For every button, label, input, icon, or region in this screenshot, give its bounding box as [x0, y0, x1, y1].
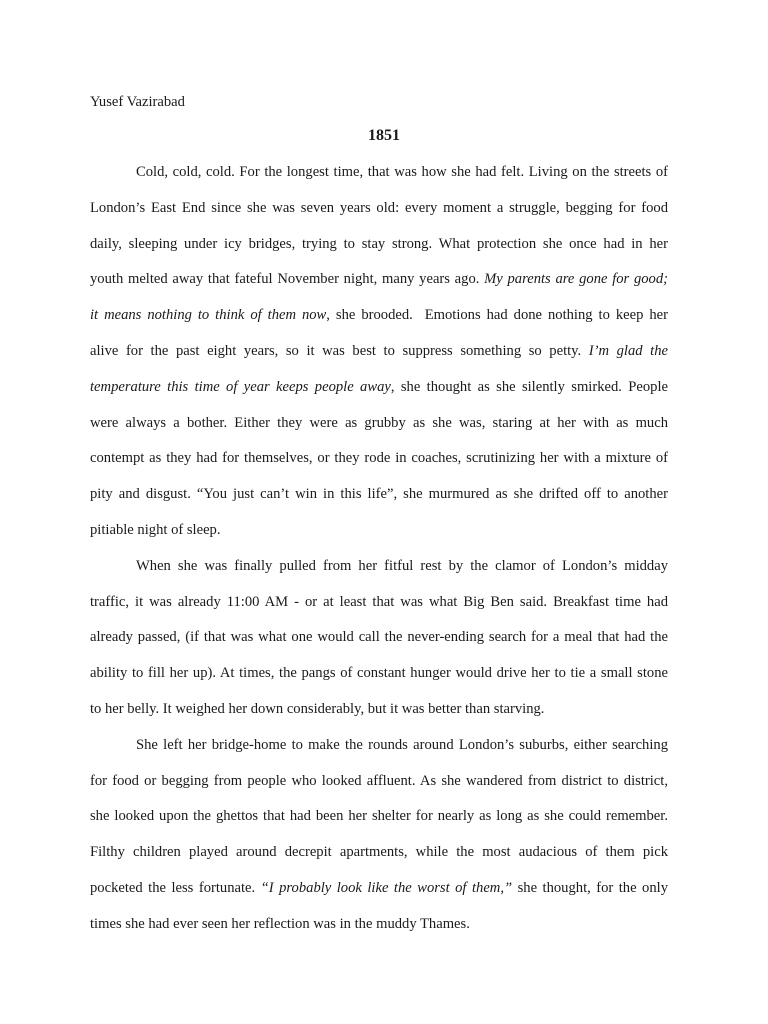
text-line: [136, 161, 668, 183]
text-segment: she looked upon the ghettos that had been her shelter for nearly as long as she could remember.: [90, 808, 668, 825]
text-segment: London’s East End since she was seven years old: every moment a struggle, begging for food: [90, 199, 668, 216]
italic-text: temperature this time of year keeps people away: [90, 378, 391, 395]
text-segment: she thought, for the only: [512, 880, 669, 896]
text-line: [90, 233, 668, 255]
text-line: [90, 483, 668, 505]
text-segment: pocketed the less fortunate.: [90, 880, 261, 896]
text-segment: to her belly. It weighed her down considerably, but it was better than starving.: [90, 701, 545, 717]
italic-text: I’m glad the: [588, 343, 668, 359]
text-segment: pitiable night of sleep.: [90, 522, 221, 538]
text-line: [90, 340, 668, 362]
author-name: Yusef Vazirabad: [90, 94, 185, 110]
text-line: [90, 376, 668, 398]
text-segment: youth melted away that fateful November night, many years ago.: [90, 271, 485, 288]
text-line: [136, 555, 668, 577]
text-line: [90, 519, 221, 541]
text-line: [90, 841, 668, 863]
italic-text: it means nothing to think of them now: [90, 307, 327, 324]
text-segment: pity and disgust. “You just can’t win in this life”, she murmured as she drifted off to another: [90, 486, 668, 503]
text-segment: for food or begging from people who looked affluent. As she wandered from district to district,: [90, 772, 668, 789]
text-segment: She left her bridge-home to make the rounds around London’s suburbs, either searching: [136, 736, 668, 753]
text-line: [90, 197, 668, 219]
text-segment: daily, sleeping under icy bridges, trying to stay strong. What protection she once had in her: [90, 235, 668, 252]
text-line: [90, 626, 668, 648]
text-line: [90, 447, 668, 469]
text-segment: times she had ever seen her reflection was in the muddy Thames.: [90, 915, 470, 932]
text-line: [90, 877, 668, 899]
text-segment: Filthy children played around decrepit apartments, while the most audacious of them pick: [90, 844, 668, 861]
text-segment: , she brooded. Emotions had done nothing to keep her: [326, 307, 668, 324]
text-line: [90, 304, 668, 326]
text-segment: already passed, (if that was what one would call the never-ending search for a meal that had the: [90, 629, 668, 646]
text-segment: were always a bother. Either they were as grubby as she was, staring at her with as much: [90, 414, 668, 431]
document-title: 1851: [368, 127, 400, 144]
text-segment: contempt as they had for themselves, or they rode in coaches, scrutinizing her with a mixture of: [90, 450, 668, 467]
text-line: [90, 412, 668, 434]
text-segment: When she was finally pulled from her fitful rest by the clamor of London’s midday: [136, 557, 668, 574]
text-line: [90, 268, 668, 290]
text-line: [90, 805, 668, 827]
text-segment: Cold, cold, cold. For the longest time, that was how she had felt. Living on the streets of: [136, 164, 668, 180]
italic-text: My parents are gone for good;: [484, 271, 668, 288]
text-segment: traffic, it was already 11:00 AM - or at least that was what Big Ben said. Breakfast time had: [90, 593, 668, 610]
italic-text: “I probably look like the worst of them,”: [260, 880, 513, 896]
text-line: [90, 591, 668, 613]
text-segment: , she thought as she silently smirked. People: [390, 378, 669, 395]
text-line: [90, 913, 470, 935]
text-line: [90, 662, 668, 684]
text-segment: alive for the past eight years, so it was best to suppress something so petty.: [90, 343, 589, 359]
text-line: [136, 734, 668, 756]
text-segment: ability to fill her up). At times, the pangs of constant hunger would drive her to tie a small stone: [90, 665, 668, 682]
text-line: [90, 770, 668, 792]
text-line: [90, 698, 544, 720]
